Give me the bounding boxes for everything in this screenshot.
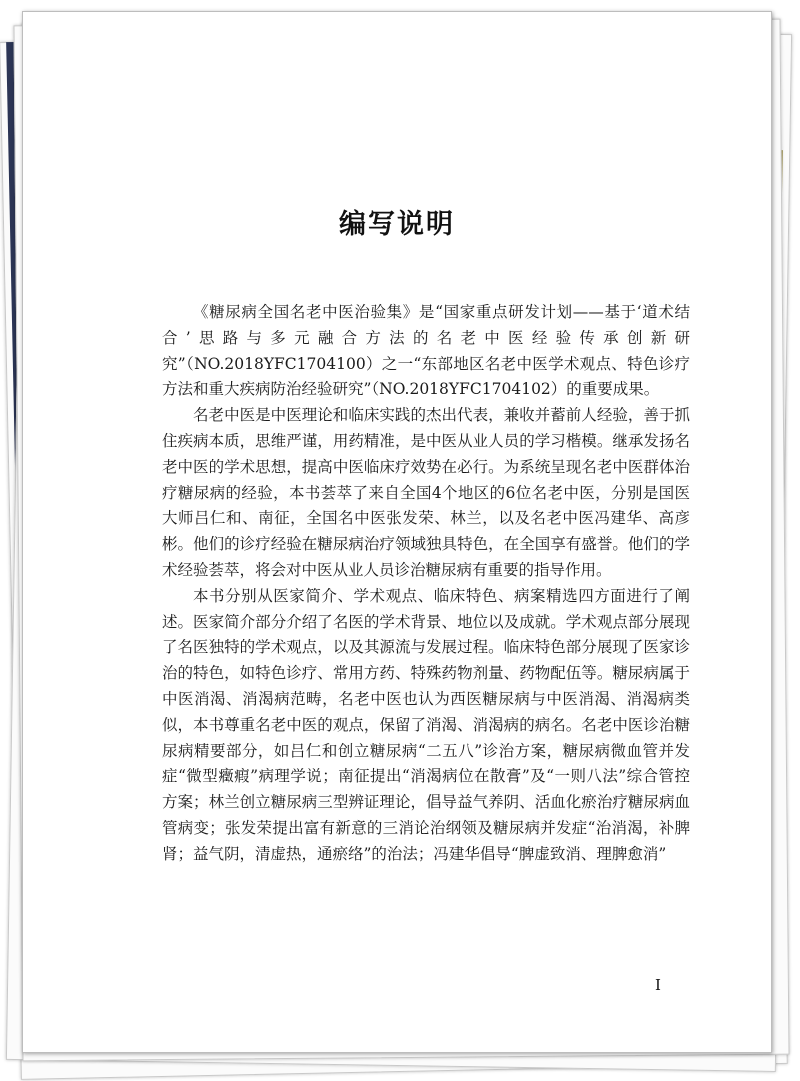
page-title: 编写说明 (339, 209, 455, 240)
document-page (22, 11, 772, 1053)
page-number: I (655, 976, 661, 994)
paragraph: 本书分别从医家简介、学术观点、临床特色、病案精选四方面进行了阐述。医家简介部分介绍了名医的学术背景、地位以及成就。学术观点部分展现了名医独特的学术观点，以及其源流与发展过程。临床特色部分展现了医家诊治的特色，如特色诊疗、常用方药、特殊药物剂量、药物配伍等。糖尿病属于中医消渴、消渴病范畴，名老中医也认为西医糖尿病与中医消渴、消渴病类似，本书尊重名老中医的观点，保留了消渴、消渴病的病名。名老中医诊治糖尿病精要部分，如吕仁和创立糖尿病“二五八”诊治方案，糖尿病微血管并发症“微型癥瘕”病理学说；南征提出“消渴病位在散膏”及“一则八法”综合管控方案；林兰创立糖尿病三型辨证理论，倡导益气养阴、活血化瘀治疗糖尿病血管病变；张发荣提出富有新意的三消论治纲领及糖尿病并发症“治消渴，补脾肾；益气阴，清虚热，通瘀络”的治法；冯建华倡导“脾虚致消、理脾愈消” (162, 586, 690, 863)
body-text (162, 300, 690, 868)
paragraph: 《糖尿病全国名老中医治验集》是“国家重点研发计划——基于‘道术结合’思路与多元融合方法的名老中医经验传承创新研究”（NO.2018YFC1704100）之一“东部地区名老中医学术观点、特色诊疗方法和重大疾病防治经验研究”（NO.2018YFC1704102）的重要成果。 (162, 303, 690, 399)
paragraph: 名老中医是中医理论和临床实践的杰出代表，兼收并蓄前人经验，善于抓住疾病本质，思维严谨，用药精准，是中医从业人员的学习楷模。继承发扬名老中医的学术思想，提高中医临床疗效势在必行。为系统呈现名老中医群体治疗糖尿病的经验，本书荟萃了来自全国4个地区的6位名老中医，分别是国医大师吕仁和、南征，全国名中医张发荣、林兰，以及名老中医冯建华、高彦彬。他们的诊疗经验在糖尿病治疗领域独具特色，在全国享有盛誉。他们的学术经验荟萃，将会对中医从业人员诊治糖尿病有重要的指导作用。 (162, 406, 690, 579)
